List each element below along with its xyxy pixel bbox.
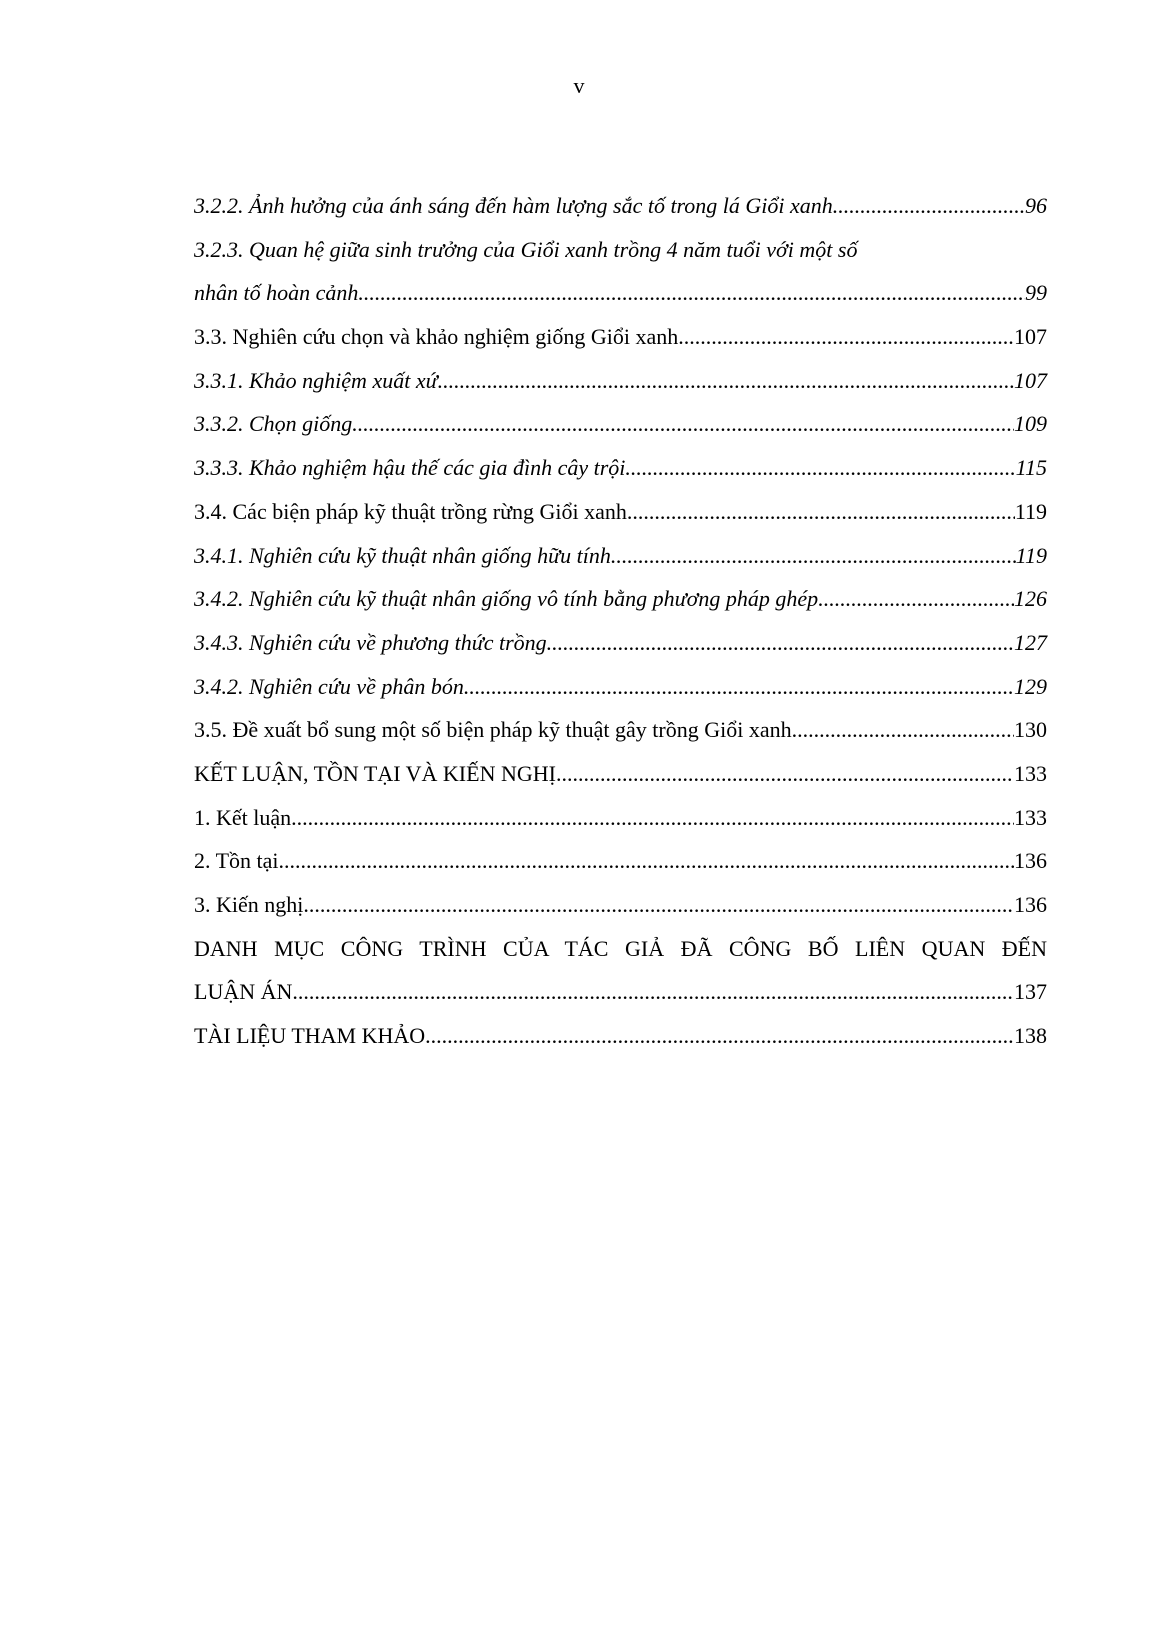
toc-entry[interactable] <box>194 796 1047 840</box>
toc-dot-leader <box>292 970 1014 1014</box>
toc-entry-title: DANH MỤC CÔNG TRÌNH CỦA TÁC GIẢ ĐÃ CÔNG BỐ LIÊN QUAN ĐẾN <box>194 935 1047 961</box>
toc-dot-leader <box>556 752 1014 796</box>
toc-entry-title: 3.3.1. Khảo nghiệm xuất xứ <box>194 367 438 393</box>
toc-dot-leader <box>303 883 1014 927</box>
toc-entry-page: 136 <box>1014 848 1047 874</box>
toc-entry-title: 3.5. Đề xuất bổ sung một số biện pháp kỹ thuật gây trồng Giổi xanh <box>194 717 792 743</box>
toc-entry[interactable] <box>194 970 1047 1014</box>
toc-entry-title: LUẬN ÁN <box>194 979 293 1005</box>
toc-dot-leader <box>464 665 1014 709</box>
toc-dot-leader <box>792 708 1014 752</box>
toc-entry[interactable] <box>194 1014 1047 1058</box>
toc-entry[interactable] <box>194 927 1047 971</box>
toc-entry-page: 119 <box>1014 498 1047 524</box>
toc-entry-title: KẾT LUẬN, TỒN TẠI VÀ KIẾN NGHỊ <box>194 760 556 786</box>
toc-entry-page: 137 <box>1014 979 1047 1005</box>
toc-entry-title: 3.3.2. Chọn giống <box>194 411 353 437</box>
toc-entry[interactable] <box>194 315 1047 359</box>
toc-entry-title: nhân tố hoàn cảnh <box>194 280 359 306</box>
toc-entry-title: 3.3.3. Khảo nghiệm hậu thế các gia đình cây trội <box>194 455 626 481</box>
toc-entry[interactable] <box>194 883 1047 927</box>
toc-entry[interactable] <box>194 534 1047 578</box>
toc-dot-leader <box>279 839 1014 883</box>
toc-entry-page: 96 <box>1025 193 1047 218</box>
toc-dot-leader <box>425 1014 1014 1058</box>
toc-entry[interactable] <box>194 577 1047 621</box>
toc-entry[interactable] <box>194 752 1047 796</box>
toc-entry-page: 138 <box>1014 1023 1047 1049</box>
toc-entry-page: 119 <box>1015 542 1047 568</box>
toc-entry-page: 109 <box>1014 411 1047 437</box>
toc-dot-leader <box>438 359 1014 403</box>
toc-entry-title: 1. Kết luận <box>194 804 292 830</box>
toc-entry-page: 136 <box>1014 892 1047 917</box>
toc-entry-title: 3.2.3. Quan hệ giữa sinh trưởng của Giổi xanh trồng 4 năm tuổi với một số <box>194 236 858 262</box>
toc-dot-leader <box>818 577 1014 621</box>
toc-dot-leader <box>833 184 1025 228</box>
toc-entry[interactable] <box>194 228 1047 272</box>
toc-entry[interactable] <box>194 184 1047 228</box>
toc-entry-page: 115 <box>1015 455 1047 481</box>
toc-dot-leader <box>678 315 1014 359</box>
toc-entry-title: TÀI LIỆU THAM KHẢO <box>194 1023 426 1049</box>
toc-entry-title: 3.4.2. Nghiên cứu kỹ thuật nhân giống vô tính bằng phương pháp ghép <box>194 586 819 612</box>
toc-dot-leader <box>291 796 1014 840</box>
toc-entry-title: 3.2.2. Ảnh hưởng của ánh sáng đến hàm lượng sắc tố trong lá Giổi xanh <box>194 193 833 218</box>
toc-entry[interactable] <box>194 621 1047 665</box>
toc-entry[interactable] <box>194 359 1047 403</box>
toc-entry-title: 3. Kiến nghị <box>194 892 304 917</box>
toc-entry-title: 3.3. Nghiên cứu chọn và khảo nghiệm giống Giổi xanh <box>194 324 679 350</box>
toc-dot-leader <box>352 402 1014 446</box>
toc-entry[interactable] <box>194 708 1047 752</box>
toc-entry-page: 107 <box>1014 367 1047 393</box>
page-number: v <box>573 73 585 98</box>
toc-entry-title: 3.4.1. Nghiên cứu kỹ thuật nhân giống hữu tính <box>194 542 611 568</box>
toc-entry-title: 3.4.2. Nghiên cứu về phân bón <box>194 673 464 699</box>
toc-entry-page: 129 <box>1014 673 1047 699</box>
toc-entry[interactable] <box>194 490 1047 534</box>
toc-dot-leader <box>627 490 1015 534</box>
toc-entry-page: 133 <box>1014 804 1047 830</box>
toc-entry-title: 3.4.3. Nghiên cứu về phương thức trồng <box>194 629 547 655</box>
toc-entry[interactable] <box>194 839 1047 883</box>
table-of-contents <box>194 184 1047 1058</box>
toc-dot-leader <box>611 534 1016 578</box>
toc-entry-title: 2. Tồn tại <box>194 848 279 874</box>
toc-entry-page: 130 <box>1014 717 1047 743</box>
toc-dot-leader <box>547 621 1014 665</box>
toc-dot-leader <box>625 446 1015 490</box>
toc-entry-title: 3.4. Các biện pháp kỹ thuật trồng rừng Giổi xanh <box>194 498 627 524</box>
toc-entry-page: 107 <box>1014 324 1047 350</box>
toc-dot-leader <box>358 271 1025 315</box>
toc-entry[interactable] <box>194 446 1047 490</box>
toc-entry[interactable] <box>194 665 1047 709</box>
toc-entry-page: 133 <box>1014 760 1047 786</box>
toc-entry[interactable] <box>194 402 1047 446</box>
toc-entry-page: 126 <box>1014 586 1047 612</box>
toc-entry[interactable] <box>194 271 1047 315</box>
toc-entry-page: 99 <box>1025 280 1047 306</box>
toc-entry-page: 127 <box>1014 629 1047 655</box>
